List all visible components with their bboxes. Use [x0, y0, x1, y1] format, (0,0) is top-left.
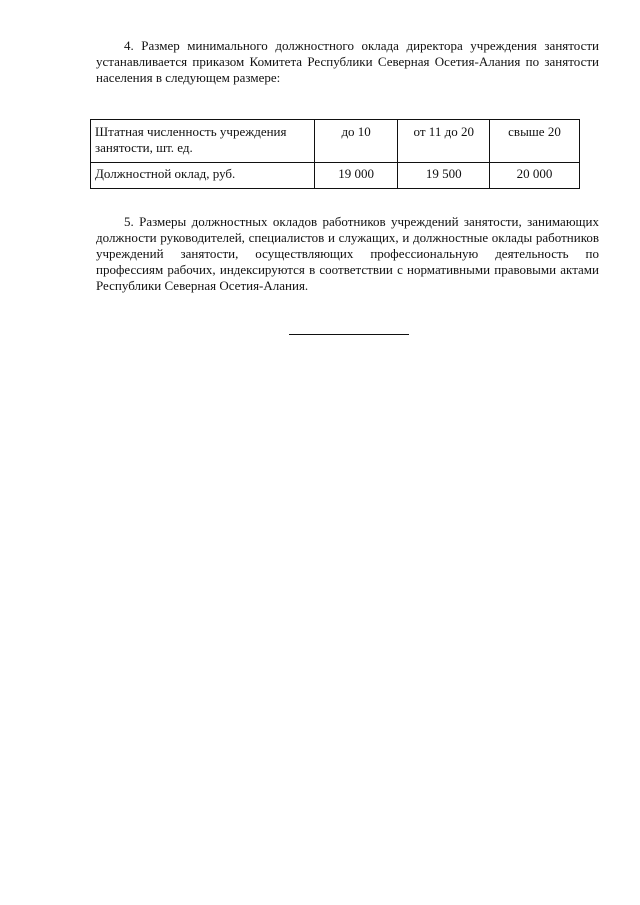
salary-11-to-20: 19 500 — [398, 163, 490, 189]
end-divider-line — [289, 334, 409, 335]
salary-over-20: 20 000 — [490, 163, 580, 189]
paragraph-4: 4. Размер минимального должностного оклада директора учреждения занятости устанавливается приказом Комитета Республики Северная Осетия-Алания по занятости населения в следующем размере: — [96, 38, 599, 85]
salary-table — [90, 119, 580, 189]
staff-range-over-20: свыше 20 — [490, 120, 580, 163]
salary-label: Должностной оклад, руб. — [91, 163, 315, 189]
salary-up-to-10: 19 000 — [314, 163, 398, 189]
staff-count-label: Штатная численность учреждения занятости, шт. ед. — [91, 120, 315, 163]
table-row-salary — [91, 163, 580, 189]
staff-range-11-to-20: от 11 до 20 — [398, 120, 490, 163]
paragraph-5: 5. Размеры должностных окладов работников учреждений занятости, занимающих должности руководителей, специалистов и служащих, и должностные оклады работников учреждений занятости, осуществляющих профессиональную деятельность по профессиям рабочих, индексируются в соответствии с нормативными правовыми актами Республики Северная Осетия-Алания. — [96, 214, 599, 293]
table-row-staff-count — [91, 120, 580, 163]
staff-range-up-to-10: до 10 — [314, 120, 398, 163]
